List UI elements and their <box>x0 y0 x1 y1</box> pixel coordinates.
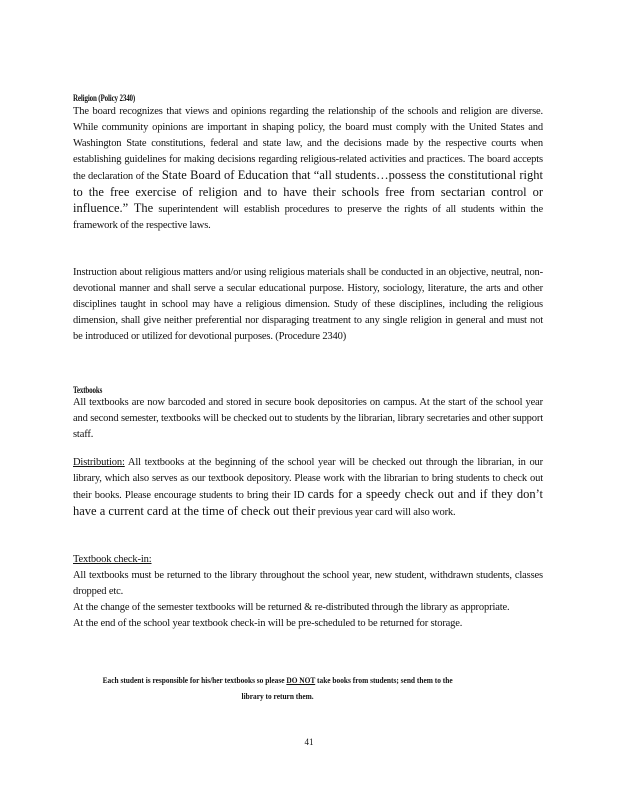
note-text-pre: Each student is responsible for his/her textbooks so please <box>102 675 287 685</box>
religion-paragraph-1 <box>73 104 543 234</box>
page-number: 41 <box>304 737 314 747</box>
checkin-line-2: At the change of the semester textbooks will be returned & re-distributed through the library as appropriate. <box>73 601 510 613</box>
religion-p1-text-b: State Board of Education that “all students…possess the constitutional right to the free exercise of religion and to have their schools free from sectarian control or influence.” The <box>73 167 543 216</box>
textbooks-paragraph-1: All textbooks are now barcoded and stored in secure book depositories on campus. At the start of the school year and second semester, textbooks will be checked out to students by the librarian, library secretaries and other support staff. <box>73 397 543 440</box>
distribution-text-a: All textbooks at the beginning of the school year will be checked out through the librarian, in our library, which also serves as our textbook depository. Please work with the librarian to bring students to check out their books. Please encourage students to bring their ID <box>73 457 543 501</box>
religion-p1-text-a: The board recognizes that views and opinions regarding the relationship of the schools and religion are diverse. While community opinions are important in shaping policy, the board must comply with the United States and Washington State constitutions, federal and state law, and the decisions made by the respective courts when establishing guidelines for making decisions regarding religious-related activities and practices. The board accepts the declaration of the <box>73 106 543 182</box>
checkin-line-1: All textbooks must be returned to the library throughout the school year, new student, withdrawn students, classes dropped etc. <box>73 569 543 597</box>
responsibility-note <box>97 672 458 704</box>
checkin-line-3: At the end of the school year textbook check-in will be pre-scheduled to be returned for storage. <box>73 617 463 629</box>
religion-paragraph-2: Instruction about religious matters and/or using religious materials shall be conducted in an objective, neutral, non-devotional manner and shall serve a secular educational purpose. History, sociology, literature, the arts and other disciplines taught in school may have a religious dimension. Study of these disciplines, including the religious dimension, shall give neither preferential nor disparaging treatment to any single religion in general and must not be introduced or utilized for devotional purposes. (Procedure 2340) <box>73 267 543 342</box>
note-text-post: take books from students; send them to the library to return them. <box>241 675 453 701</box>
note-emphasis: DO NOT <box>286 675 316 685</box>
distribution-text-c: previous year card will also work. <box>315 506 456 518</box>
distribution-text-b: cards for a speedy check out and if they don’t have a current card at the time of check out their <box>73 486 543 518</box>
distribution-label: Distribution: <box>73 457 125 468</box>
religion-p1-text-c: superintendent will establish procedures to preserve the rights of all students within the framework of the respective laws. <box>73 204 543 232</box>
textbooks-heading: Textbooks <box>73 385 103 395</box>
distribution-paragraph <box>73 455 543 521</box>
checkin-section <box>73 552 543 632</box>
checkin-label: Textbook check-in: <box>73 554 152 565</box>
religion-heading: Religion (Policy 2340) <box>73 93 136 103</box>
